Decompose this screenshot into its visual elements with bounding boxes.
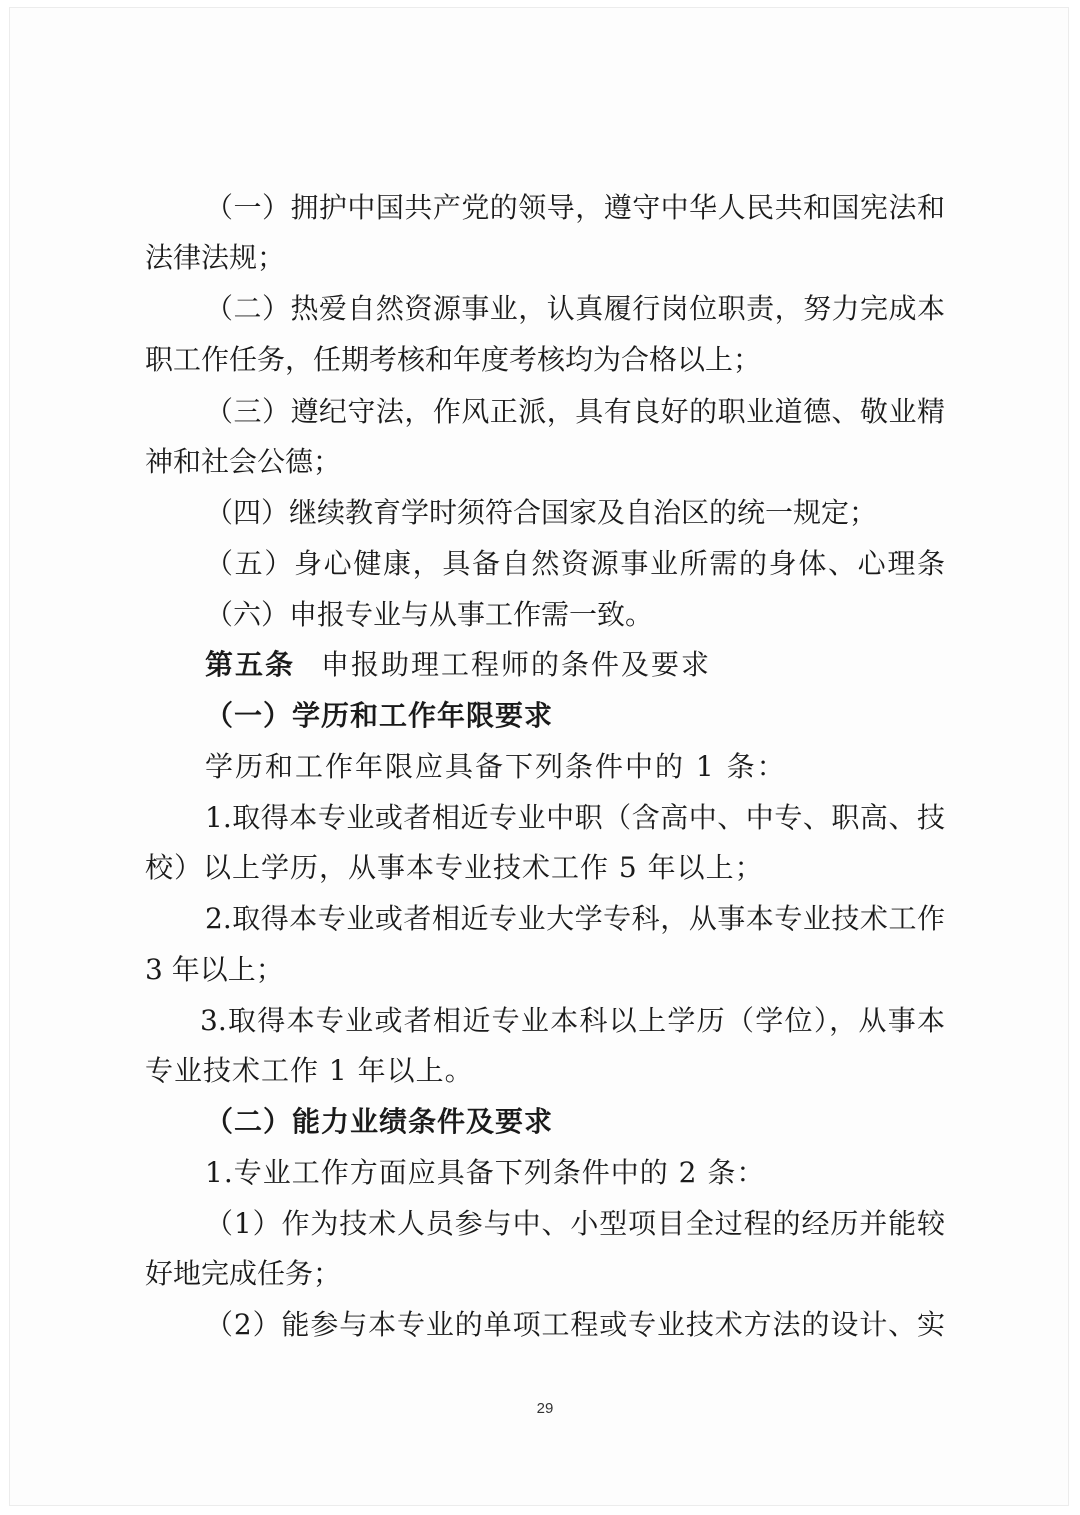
text-line: 好地完成任务； xyxy=(145,1257,342,1290)
text-line: （四）继续教育学时须符合国家及自治区的统一规定； xyxy=(205,496,877,529)
section-heading: （一）学历和工作年限要求 xyxy=(205,699,554,732)
text-line: 学历和工作年限应具备下列条件中的 1 条： xyxy=(205,750,787,783)
text-line: 2.取得本专业或者相近专业大学专科，从事本专业技术工作 xyxy=(205,902,945,935)
text-line: （六）申报专业与从事工作需一致。 xyxy=(205,598,653,631)
article-title: 申报助理工程师的条件及要求 xyxy=(321,648,712,681)
text-line: （一）拥护中国共产党的领导，遵守中华人民共和国宪法和 xyxy=(205,191,945,224)
text-line: （二）热爱自然资源事业，认真履行岗位职责，努力完成本 xyxy=(205,292,945,325)
section-heading: （二）能力业绩条件及要求 xyxy=(205,1105,554,1138)
text-line: 3.取得本专业或者相近专业本科以上学历（学位），从事本 xyxy=(200,1004,945,1037)
text-line: 职工作任务，任期考核和年度考核均为合格以上； xyxy=(145,343,762,376)
text-line: （三）遵纪守法，作风正派，具有良好的职业道德、敬业精 xyxy=(205,395,945,428)
text-line: 1.专业工作方面应具备下列条件中的 2 条： xyxy=(205,1156,766,1189)
text-line: 1.取得本专业或者相近专业中职（含高中、中专、职高、技 xyxy=(205,801,945,834)
text-line: 3 年以上； xyxy=(145,953,284,986)
text-line: 专业技术工作 1 年以上。 xyxy=(145,1054,474,1087)
article-label: 第五条 xyxy=(205,648,296,681)
text-line: 神和社会公德； xyxy=(145,445,342,478)
text-line: （2）能参与本专业的单项工程或专业技术方法的设计、实 xyxy=(205,1308,945,1341)
text-line: 校）以上学历，从事本专业技术工作 5 年以上； xyxy=(145,851,764,884)
text-line: 法律法规； xyxy=(145,241,286,274)
page-number: 29 xyxy=(536,1400,554,1417)
article-heading xyxy=(205,647,711,683)
text-line: （1）作为技术人员参与中、小型项目全过程的经历并能较 xyxy=(205,1207,945,1240)
text-line: （五）身心健康，具备自然资源事业所需的身体、心理条 xyxy=(205,547,945,580)
